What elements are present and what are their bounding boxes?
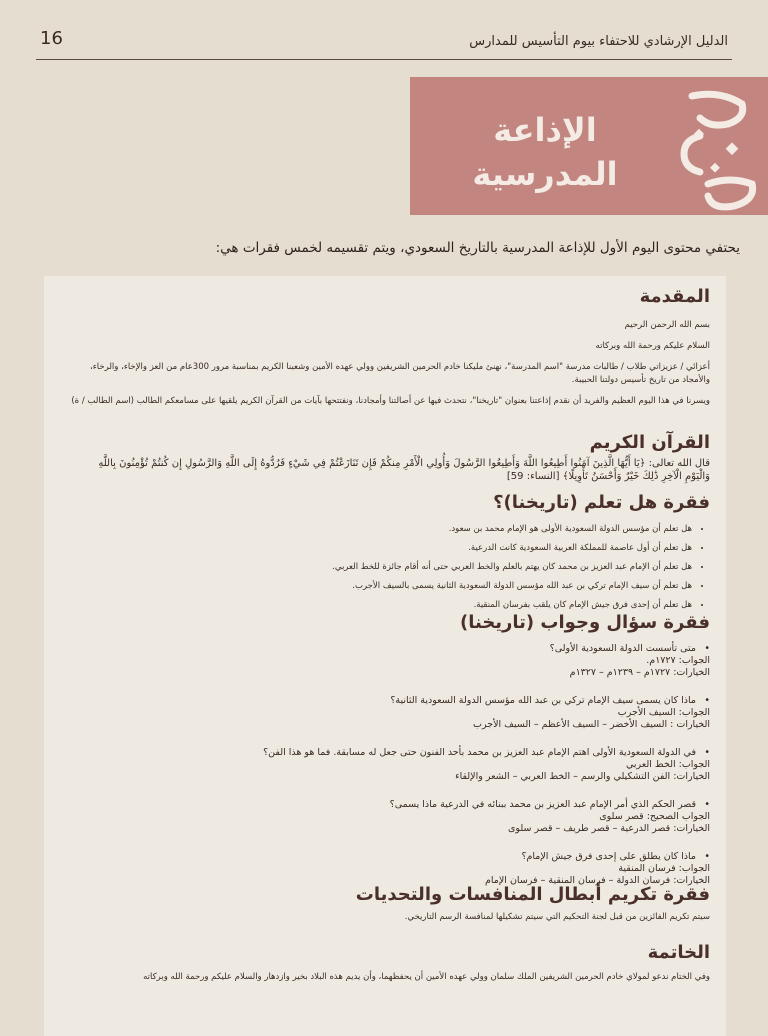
honor-text: سيتم تكريم الفائزين من قبل لجنة التحكيم التي سيتم تشكيلها لمنافسة الرسم التاريخي. <box>404 912 710 922</box>
qa-question: • متى تأسست الدولة السعودية الأولى؟ <box>70 643 710 655</box>
conclusion-text: وفي الختام ندعو لمولاي خادم الحرمين الشريفين الملك سلمان وولي عهده الأمين أن يحفظهما، وأن يديم هذه البلاد بخير وازدهار والسلام عليكم ورحمة الله وبركاته <box>143 972 710 982</box>
honor-section <box>70 884 710 924</box>
header-divider <box>36 59 732 60</box>
intro-body <box>70 319 710 408</box>
qa-item <box>70 799 710 835</box>
quran-section <box>70 432 710 483</box>
did-you-know-section <box>70 492 710 618</box>
page-header <box>0 0 768 62</box>
qa-item <box>70 695 710 731</box>
qa-item <box>70 643 710 679</box>
section-heading: الخاتمة <box>647 942 710 963</box>
did-you-know-list <box>70 523 710 611</box>
list-item: • هل تعلم أن أول عاصمة للمملكة العربية السعودية كانت الدرعية. <box>70 542 692 554</box>
list-item: • هل تعلم أن مؤسس الدولة السعودية الأولى هو الإمام محمد بن سعود. <box>70 523 692 535</box>
intro-line: ويسرنا في هذا اليوم العظيم والفريد أن نقدم إذاعتنا بعنوان "تاريخنا"، نتحدث فيها عن أصالتنا وأمجادنا، ونفتتحها بآيات من القرآن الكريم يلقيها على مسامعكم الطالب (اسم الطالب / ة) <box>71 396 710 406</box>
conclusion-section <box>70 942 710 985</box>
intro-line: أعزائي / عزيزاتي طلاب / طالبات مدرسة "اسم المدرسة"، نهنئ مليكنا خادم الحرمين الشريفين وولي عهده الأمين وشعبنا الكريم بمناسبة مرور 300عام من العز والإخاء، والرخاء، والأمجاد من تاريخ تأسيس دولتنا الحبيبة. <box>90 362 710 385</box>
qa-item <box>70 851 710 887</box>
qa-choices: الخيارات: فرسان الدولة – فرسان المنقية – فرسان الإمام <box>485 875 710 886</box>
qa-answer: الجواب: الخط العربي <box>625 759 710 770</box>
banner-title-line1: الإذاعة <box>493 111 597 149</box>
intro-text: يحتفي محتوى اليوم الأول للإذاعة المدرسية بالتاريخ السعودي، ويتم تقسيمه لخمس فقرات هي: <box>215 240 740 256</box>
section-heading: القرآن الكريم <box>589 432 710 453</box>
qa-choices: الخيارات: قصر الدرعية – قصر طريف – قصر سلوى <box>508 823 710 834</box>
qa-answer: الجواب: ١٧٢٧م. <box>646 655 710 666</box>
qa-choices: الخيارات: ١٧٢٧م – ١٢٣٩م – ١٣٢٧م <box>569 667 710 678</box>
qa-question: • ماذا كان يسمى سيف الإمام تركي بن عبد الله مؤسس الدولة السعودية الثانية؟ <box>70 695 710 707</box>
qa-answer: الجواب: السيف الأجرب <box>617 707 710 718</box>
section-heading: فقرة تكريم أبطال المنافسات والتحديات <box>355 884 710 905</box>
banner-title <box>432 108 658 196</box>
quran-verse: قال الله تعالى: ﴿يَا أَيُّهَا الَّذِينَ آمَنُوا أَطِيعُوا اللَّهَ وَأَطِيعُوا الرَّسُولَ وَأُولِي الْأَمْرِ مِنكُمْ فَإِن تَنَازَعْتُمْ فِي شَيْءٍ فَرُدُّوهُ إِلَى اللَّهِ وَالرَّسُولِ إِن كُنتُمْ تُؤْمِنُونَ بِاللَّهِ وَالْيَوْمِ الْآخِرِ ذَٰلِكَ خَيْرٌ وَأَحْسَنُ تَأْوِيلًا﴾ [النساء: 59] <box>98 458 710 482</box>
qa-answer: الجواب: فرسان المنقية <box>618 863 710 874</box>
section-heading: المقدمة <box>639 286 710 307</box>
section-heading: فقرة سؤال وجواب (تاريخنا) <box>459 612 710 633</box>
running-title: الدليل الإرشادي للاحتفاء بيوم التأسيس للمدارس <box>469 34 728 49</box>
qa-choices: الخيارات : السيف الأخضر – السيف الأعظم – السيف الأجرب <box>473 719 710 730</box>
qa-question: • قصر الحكم الذي أمر الإمام عبد العزيز بن محمد ببنائه في الدرعية ماذا يسمى؟ <box>70 799 710 811</box>
list-item: • هل تعلم أن الإمام عبد العزيز بن محمد كان يهتم بالعلم والخط العربي حتى أنه أقام جائزة للخط العربي. <box>70 561 692 573</box>
qa-question: • ماذا كان يطلق على إحدى فرق جيش الإمام؟ <box>70 851 710 863</box>
list-item: • هل تعلم أن سيف الإمام تركي بن عبد الله مؤسس الدولة السعودية الثانية يسمى بالسيف الأجرب. <box>70 580 692 592</box>
intro-line: السلام عليكم ورحمة الله وبركاته <box>595 341 710 351</box>
qa-item <box>70 747 710 783</box>
intro-line: بسم الله الرحمن الرحيم <box>624 320 710 330</box>
qa-question: • في الدولة السعودية الأولى اهتم الإمام عبد العزيز بن محمد بأحد الفنون حتى جعل له مسابقة. فما هو هذا الفن؟ <box>70 747 710 759</box>
list-item: • هل تعلم أن إحدى فرق جيش الإمام كان يلقب بفرسان المنقية. <box>70 599 692 611</box>
banner-title-line2: المدرسية <box>472 155 618 193</box>
intro-section <box>70 286 710 416</box>
decorative-pattern-icon <box>672 84 768 214</box>
qa-section <box>70 612 710 903</box>
qa-list <box>70 643 710 887</box>
page-number: 16 <box>40 28 63 49</box>
qa-answer: الجواب الصحيح: قصر سلوى <box>599 811 710 822</box>
section-heading: فقرة هل تعلم (تاريخنا)؟ <box>493 492 710 513</box>
qa-choices: الخيارات: الفن التشكيلي والرسم – الخط العربي – الشعر والإلقاء <box>455 771 710 782</box>
